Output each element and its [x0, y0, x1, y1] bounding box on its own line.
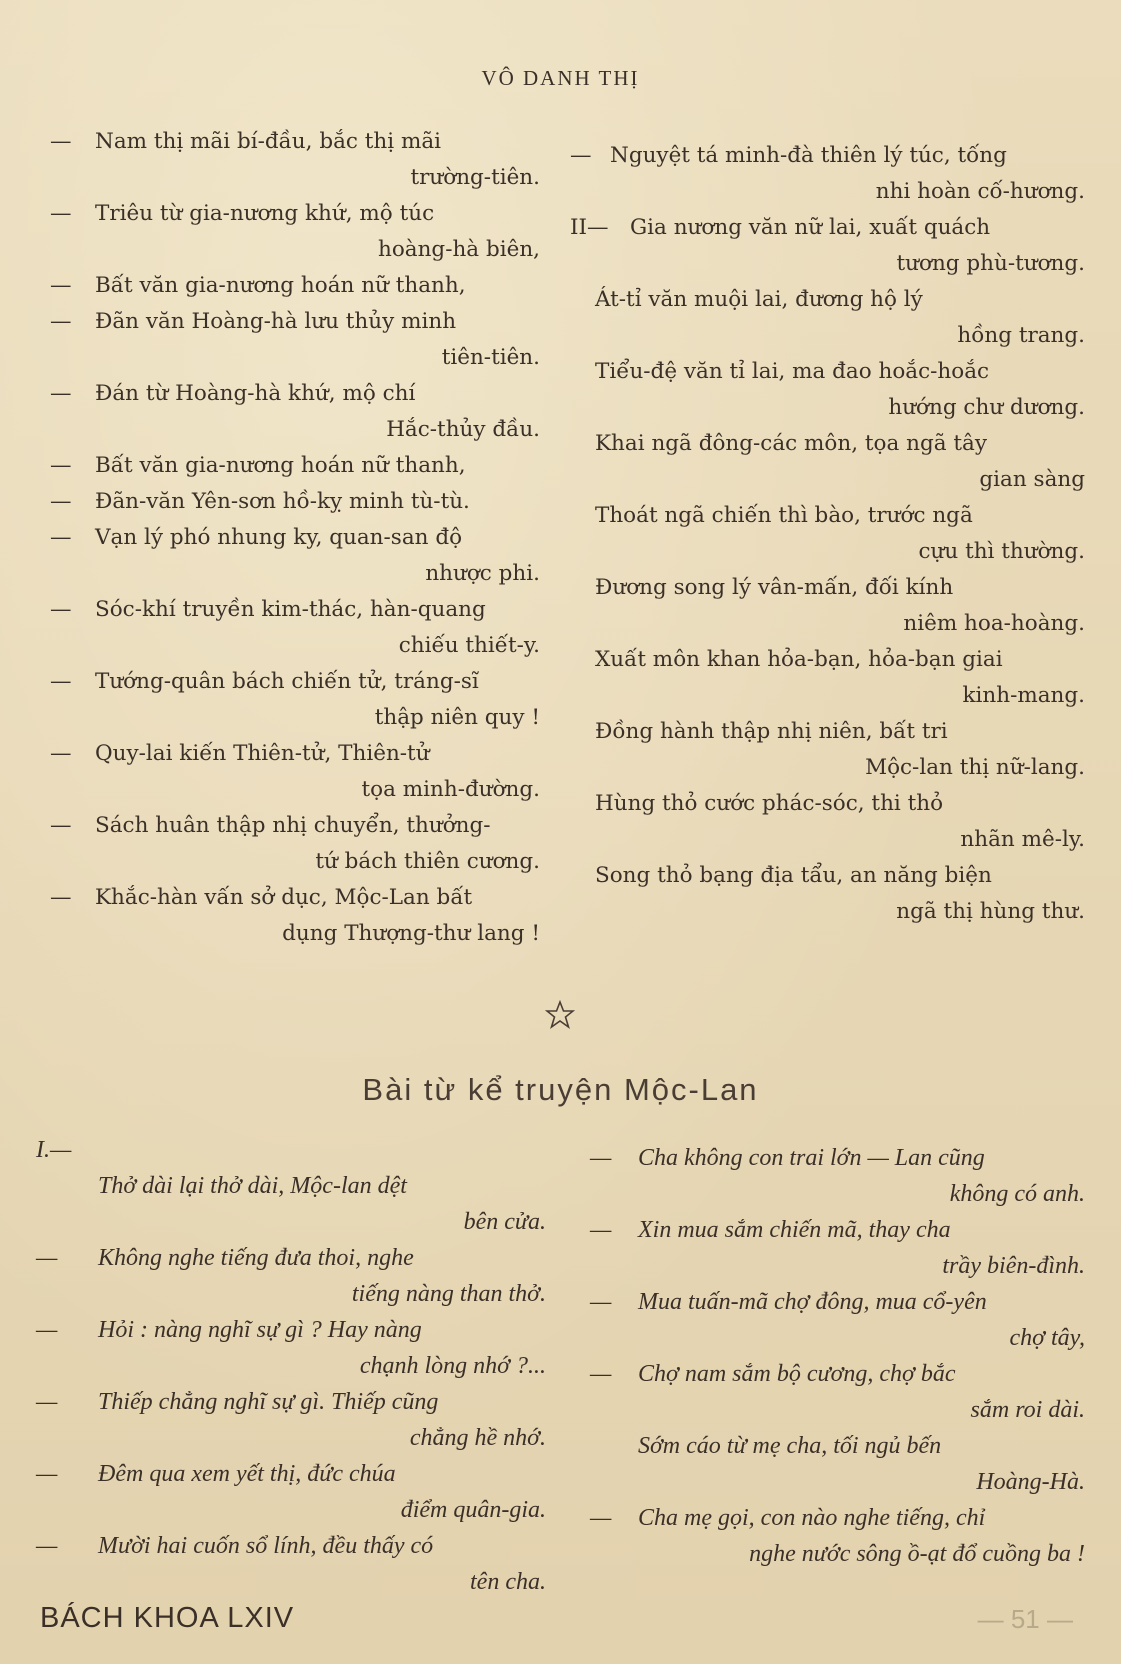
verse-continuation: gian sàng — [979, 467, 1085, 492]
verse-continuation: kinh-mang. — [962, 683, 1085, 708]
verse-line — [590, 1428, 1085, 1500]
verse-line — [50, 268, 540, 304]
verse-text: Bất văn gia-nương hoán nữ thanh, — [95, 453, 466, 478]
verse-continuation: nghe nước sông ồ-ạt đổ cuồng ba ! — [749, 1541, 1085, 1567]
verse-text: Át-tỉ văn muội lai, đương hộ lý — [595, 287, 923, 312]
verse-text: Đương song lý vân-mấn, đối kính — [595, 575, 954, 600]
verse-text: Thoát ngã chiến thì bào, trước ngã — [595, 503, 973, 528]
verse-continuation: chạnh lòng nhớ ?... — [359, 1353, 546, 1379]
verse-continuation: nhi hoàn cố-hương. — [875, 179, 1085, 204]
verse-line — [50, 304, 540, 376]
verse-text: Sóc-khí truyền kim-thác, hàn-quang — [95, 597, 486, 622]
line-prefix: — — [50, 669, 72, 694]
line-prefix: — — [590, 1505, 612, 1531]
verse-line — [570, 570, 1085, 642]
verse-text: Song thỏ bạng địa tẩu, an năng biện — [595, 863, 992, 888]
verse-line — [570, 642, 1085, 714]
verse-continuation: điểm quân-gia. — [400, 1497, 546, 1523]
line-prefix: — — [50, 525, 72, 550]
section-title: Bài từ kể truyện Mộc-Lan — [362, 1072, 759, 1107]
verse-continuation: tứ bách thiên cương. — [315, 849, 540, 874]
verse-line — [590, 1500, 1085, 1572]
verse-line — [570, 858, 1085, 930]
verse-continuation: nhãn mê-ly. — [960, 827, 1085, 852]
verse-line — [590, 1140, 1085, 1212]
verse-continuation: hồng trang. — [957, 323, 1085, 348]
line-prefix: — — [590, 1145, 612, 1171]
verse-continuation: tên cha. — [470, 1569, 546, 1595]
line-prefix: I.— — [36, 1137, 72, 1163]
verse-text: Triêu từ gia-nương khứ, mộ túc — [95, 201, 435, 226]
line-prefix: — — [36, 1389, 58, 1415]
line-prefix: — — [36, 1461, 58, 1487]
verse-continuation: tiếng nàng than thở. — [351, 1281, 546, 1307]
verse-line — [36, 1312, 546, 1384]
verse-text: Quy-lai kiến Thiên-tử, Thiên-tử — [95, 741, 430, 766]
ode-right-column — [590, 1140, 1085, 1572]
verse-line — [570, 138, 1085, 210]
verse-continuation: chẳng hề nhớ. — [409, 1425, 546, 1451]
line-prefix: — — [50, 129, 72, 154]
verse-line — [36, 1132, 546, 1240]
verse-text: Tướng-quân bách chiến tử, tráng-sĩ — [95, 669, 479, 694]
verse-continuation: cựu thì thường. — [918, 539, 1085, 564]
verse-text: Xin mua sắm chiến mã, thay cha — [638, 1217, 951, 1243]
verse-line — [570, 714, 1085, 786]
verse-continuation: chợ tây, — [1009, 1325, 1085, 1351]
verse-text: Đán từ Hoàng-hà khứ, mộ chí — [95, 381, 416, 406]
line-prefix: — — [50, 381, 72, 406]
line-prefix: — — [50, 741, 72, 766]
verse-text: Không nghe tiếng đưa thoi, nghe — [98, 1245, 414, 1271]
verse-text: Tiểu-đệ văn tỉ lai, ma đao hoắc-hoắc — [595, 359, 990, 384]
page-number: — 51 — — [977, 1604, 1073, 1634]
verse-text: Gia nương văn nữ lai, xuất quách — [630, 215, 991, 240]
verse-line — [50, 808, 540, 880]
verse-continuation: hướng chư dương. — [888, 395, 1085, 420]
verse-line — [570, 354, 1085, 426]
verse-line — [570, 498, 1085, 570]
verse-continuation: trầy biên-đình. — [942, 1253, 1085, 1279]
verse-line — [50, 376, 540, 448]
verse-text: Nam thị mãi bí-đầu, bắc thị mãi — [95, 129, 442, 154]
verse-line — [50, 880, 540, 952]
line-prefix: — — [50, 453, 72, 478]
verse-continuation: Hoàng-Hà. — [976, 1469, 1085, 1495]
verse-continuation: sắm roi dài. — [970, 1397, 1085, 1423]
line-prefix: — — [36, 1533, 58, 1559]
line-prefix: — — [590, 1289, 612, 1315]
line-prefix: II— — [570, 215, 609, 240]
line-prefix: — — [50, 273, 72, 298]
line-prefix: — — [570, 143, 592, 168]
verse-line — [36, 1384, 546, 1456]
verse-line — [50, 520, 540, 592]
verse-continuation: dụng Thượng-thư lang ! — [282, 921, 540, 946]
verse-continuation: không có anh. — [949, 1181, 1085, 1207]
line-prefix: — — [36, 1317, 58, 1343]
verse-text: Khắc-hàn vấn sở dục, Mộc-Lan bất — [95, 885, 473, 910]
verse-text: Hỏi : nàng nghĩ sự gì ? Hay nàng — [98, 1317, 422, 1343]
verse-continuation: tọa minh-đường. — [361, 777, 540, 802]
verse-continuation: nhược phi. — [425, 561, 540, 586]
line-prefix: — — [50, 489, 72, 514]
verse-line — [50, 484, 540, 520]
verse-line — [36, 1456, 546, 1528]
verse-continuation: ngã thị hùng thư. — [896, 899, 1085, 924]
verse-line — [36, 1528, 546, 1600]
line-prefix: — — [50, 813, 72, 838]
line-prefix: — — [50, 885, 72, 910]
verse-line — [570, 282, 1085, 354]
line-prefix: — — [50, 201, 72, 226]
verse-line — [50, 592, 540, 664]
verse-line — [36, 1240, 546, 1312]
verse-continuation: bên cửa. — [463, 1209, 546, 1235]
verse-continuation: Hắc-thủy đầu. — [386, 417, 540, 442]
verse-line — [50, 124, 540, 196]
verse-text: Khai ngã đông-các môn, tọa ngã tây — [595, 431, 987, 456]
verse-line — [570, 426, 1085, 498]
verse-text: Mười hai cuốn sổ lính, đều thấy có — [98, 1533, 434, 1559]
magazine-name: BÁCH KHOA LXIV — [40, 1602, 295, 1634]
verse-continuation: trường-tiên. — [410, 165, 540, 190]
verse-text: Mua tuấn-mã chợ đông, mua cổ-yên — [638, 1289, 987, 1315]
verse-text: Bất văn gia-nương hoán nữ thanh, — [95, 273, 466, 298]
verse-line — [50, 664, 540, 736]
ode-left-column — [36, 1132, 546, 1600]
verse-continuation: hoàng-hà biên, — [377, 237, 540, 262]
verse-text: Thiếp chẳng nghĩ sự gì. Thiếp cũng — [98, 1389, 439, 1415]
verse-continuation: chiếu thiết-y. — [398, 633, 540, 658]
verse-line — [570, 786, 1085, 858]
verse-text: Cha không con trai lớn — Lan cũng — [638, 1145, 985, 1171]
verse-text: Hùng thỏ cước phác-sóc, thi thỏ — [595, 791, 944, 816]
running-head: VÔ DANH THỊ — [481, 66, 640, 90]
line-prefix: — — [36, 1245, 58, 1271]
star-ornament-icon — [545, 1000, 575, 1030]
verse-text: Đãn-văn Yên-sơn hồ-kỵ minh tù-tù. — [95, 489, 470, 514]
verse-text: Đêm qua xem yết thị, đức chúa — [98, 1461, 396, 1487]
verse-text: Xuất môn khan hỏa-bạn, hỏa-bạn giai — [595, 647, 1003, 672]
verse-text: Sách huân thập nhị chuyển, thưởng- — [95, 813, 491, 838]
verse-text: Cha mẹ gọi, con nào nghe tiếng, chỉ — [638, 1505, 986, 1531]
verse-line — [590, 1284, 1085, 1356]
verse-text: Vạn lý phó nhung ky, quan-san độ — [95, 525, 463, 550]
verse-continuation: thập niên quy ! — [374, 705, 540, 730]
verse-line — [570, 210, 1085, 282]
verse-text: Chợ nam sắm bộ cương, chợ bắc — [638, 1361, 956, 1387]
verse-line — [50, 196, 540, 268]
poem-right-column — [570, 138, 1085, 930]
verse-continuation: niêm hoa-hoàng. — [903, 611, 1085, 636]
line-prefix: — — [50, 597, 72, 622]
line-prefix: — — [590, 1217, 612, 1243]
verse-line — [50, 448, 540, 484]
verse-line — [590, 1212, 1085, 1284]
line-prefix: — — [50, 309, 72, 334]
verse-text: Đồng hành thập nhị niên, bất tri — [595, 719, 948, 744]
poem-left-column — [50, 124, 540, 952]
verse-text: Nguyệt tá minh-đà thiên lý túc, tống — [610, 143, 1007, 168]
verse-continuation: tiên-tiên. — [441, 345, 540, 370]
verse-continuation: Mộc-lan thị nữ-lang. — [865, 755, 1085, 780]
verse-text: Thở dài lại thở dài, Mộc-lan dệt — [98, 1173, 407, 1199]
verse-line — [50, 736, 540, 808]
verse-continuation: tương phù-tương. — [896, 251, 1085, 276]
verse-line — [590, 1356, 1085, 1428]
verse-text: Đãn văn Hoàng-hà lưu thủy minh — [95, 309, 457, 334]
verse-text: Sớm cáo từ mẹ cha, tối ngủ bến — [638, 1433, 942, 1459]
line-prefix: — — [590, 1361, 612, 1387]
